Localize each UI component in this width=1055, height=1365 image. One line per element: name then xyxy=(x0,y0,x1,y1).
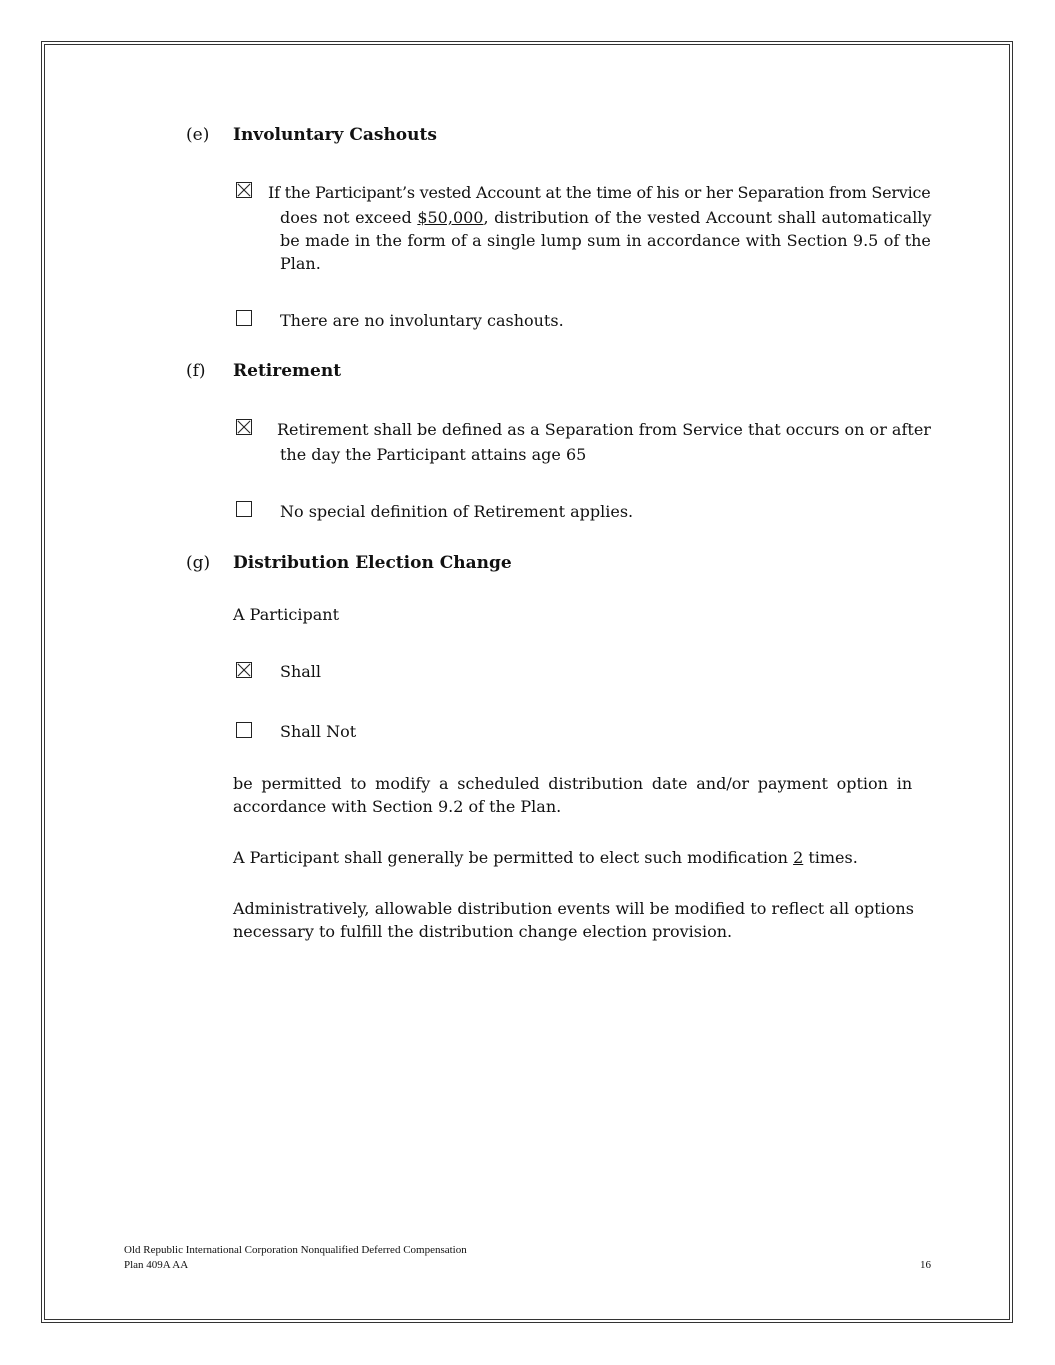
section-e-title: Involuntary Cashouts xyxy=(233,125,437,145)
shall-option-text: Shall xyxy=(280,662,322,681)
retirement-option-line-1: Retirement shall be defined as a Separation from Service that occurs on or after xyxy=(277,420,931,439)
cashout-option-line-3: be made in the form of a single lump sum in accordance with Section 9.5 of the xyxy=(280,231,931,250)
administrative-paragraph-line-2: necessary to fulfill the distribution change election provision. xyxy=(233,922,733,941)
modification-paragraph-line-1: be permitted to modify a scheduled distribution date and/or payment option in xyxy=(233,774,913,793)
footer-plan-name-line-1: Old Republic International Corporation Nonqualified Deferred Compensation xyxy=(124,1244,467,1256)
no-retirement-definition-checkbox[interactable] xyxy=(236,501,252,517)
cashout-line-2-tail: , distribution of the vested Account shall automatically xyxy=(483,208,932,227)
checkbox-x-icon xyxy=(237,183,251,197)
retirement-age-checkbox[interactable] xyxy=(236,419,252,435)
modification-count-lead: A Participant shall generally be permitted to elect such modification xyxy=(233,848,794,867)
checkbox-x-icon xyxy=(237,420,251,434)
section-e-label: (e) xyxy=(186,125,210,145)
administrative-paragraph-line-1: Administratively, allowable distribution events will be modified to reflect all options xyxy=(233,899,914,918)
shall-not-option-text: Shall Not xyxy=(280,722,357,741)
section-g-label: (g) xyxy=(186,553,211,573)
modification-paragraph-line-2: accordance with Section 9.2 of the Plan. xyxy=(233,797,562,816)
shall-not-checkbox[interactable] xyxy=(236,722,252,738)
cashout-threshold-amount: $50,000 xyxy=(417,208,484,227)
section-f-label: (f) xyxy=(186,361,206,381)
cashout-line-2-start xyxy=(280,206,931,229)
no-cashout-checkbox[interactable] xyxy=(236,310,252,326)
shall-checkbox[interactable] xyxy=(236,662,252,678)
cashout-option-line-1: If the Participant’s vested Account at the time of his or her Separation from Service xyxy=(268,183,931,202)
retirement-option-line-2: the day the Participant attains age 65 xyxy=(280,445,587,464)
no-cashout-option-text: There are no involuntary cashouts. xyxy=(280,311,564,330)
checkbox-x-icon xyxy=(237,663,251,677)
section-g-title: Distribution Election Change xyxy=(233,553,512,573)
participant-intro: A Participant xyxy=(233,605,340,624)
footer-plan-name-line-2: Plan 409A AA xyxy=(124,1259,189,1271)
no-retirement-definition-text: No special definition of Retirement applies. xyxy=(280,502,634,521)
modification-count-tail: times. xyxy=(803,848,858,867)
cashout-option-line-4: Plan. xyxy=(280,254,321,273)
section-f-title: Retirement xyxy=(233,361,342,381)
page-number: 16 xyxy=(920,1259,931,1271)
modification-count-paragraph xyxy=(233,846,858,869)
cashout-line-2-lead: does not exceed xyxy=(280,208,418,227)
modification-count-value: 2 xyxy=(793,848,804,867)
cashout-amount-checkbox[interactable] xyxy=(236,182,252,198)
